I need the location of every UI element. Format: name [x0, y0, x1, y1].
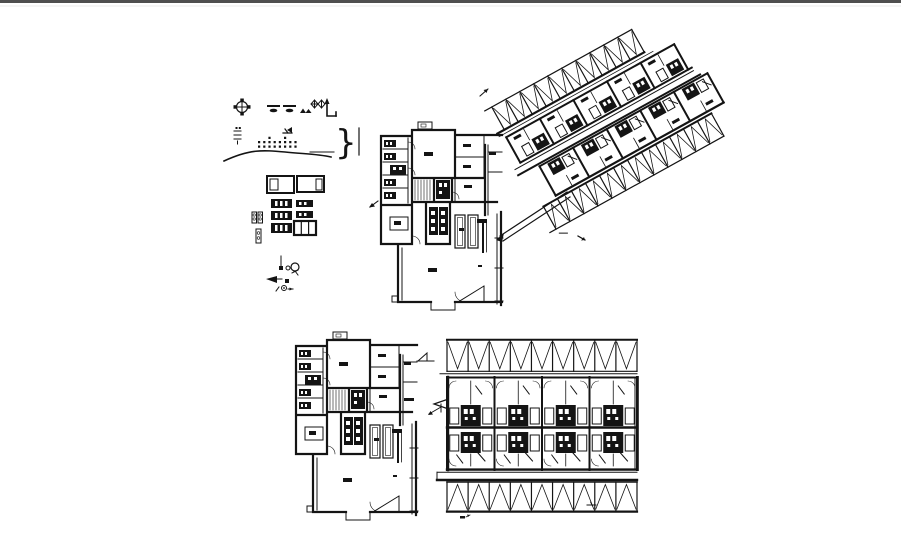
room-divider — [667, 120, 672, 130]
level-ladder-icon — [234, 127, 241, 144]
bath-fixture — [522, 143, 534, 156]
linework — [606, 436, 610, 441]
linework — [259, 214, 261, 216]
door-fan — [544, 459, 551, 466]
strip-divider — [711, 113, 724, 136]
room-divider — [600, 157, 605, 167]
module-wall — [707, 73, 723, 102]
balcony-hatch — [490, 485, 509, 510]
balcony-hatch — [554, 342, 573, 369]
linework — [470, 409, 474, 414]
door-fan — [449, 381, 456, 388]
linework — [520, 444, 523, 447]
room-divider — [658, 55, 664, 65]
door-fan — [628, 381, 635, 388]
strip-divider — [492, 107, 505, 130]
door-fan — [592, 459, 599, 466]
linework — [517, 409, 521, 414]
diamond-marker-icon — [311, 100, 325, 108]
axis-arrow-bracket-icon — [325, 98, 337, 116]
bed-dash — [547, 115, 555, 122]
linework — [296, 332, 418, 520]
window-block — [294, 221, 316, 235]
linework — [280, 213, 283, 218]
linework — [304, 213, 307, 216]
linework — [460, 516, 465, 519]
bath-fixture — [625, 408, 634, 424]
door-tick — [618, 386, 624, 394]
linework — [464, 436, 468, 441]
bath-fixture — [592, 408, 601, 424]
linework — [500, 192, 570, 241]
balcony-hatch — [596, 342, 615, 369]
door-fan — [497, 381, 504, 388]
door-panels — [252, 212, 263, 243]
balcony-hatch — [511, 342, 530, 369]
linework — [473, 417, 476, 420]
balcony-hatch — [490, 342, 509, 369]
linework — [290, 288, 294, 291]
bath-cluster — [556, 432, 576, 453]
anchor-square — [279, 266, 283, 270]
leader-dash — [404, 398, 414, 401]
linework — [280, 201, 283, 206]
door-tick — [573, 453, 580, 461]
survey-table-icon — [268, 106, 295, 112]
bath-fixture — [592, 435, 601, 451]
door-fan — [533, 381, 540, 388]
bath-fixture — [450, 408, 459, 424]
room-module — [544, 432, 587, 466]
leader-center-plan — [369, 201, 378, 208]
linework — [606, 409, 610, 414]
linework — [253, 214, 255, 216]
linework — [615, 417, 618, 420]
door-tick — [526, 453, 533, 461]
balcony-hatch — [511, 485, 530, 510]
linework — [512, 417, 515, 420]
linework — [511, 409, 515, 414]
door-tick — [504, 455, 510, 463]
room-divider — [701, 101, 706, 111]
linework — [270, 179, 278, 190]
linework — [270, 109, 278, 113]
bath-fixture — [578, 435, 587, 451]
balcony-hatch — [532, 485, 551, 510]
linework — [465, 444, 468, 447]
linework — [520, 417, 523, 420]
linework — [240, 99, 244, 103]
linework — [259, 218, 261, 220]
walkway-link — [496, 192, 570, 242]
compass-rose-icon — [234, 99, 251, 116]
bath-cluster — [603, 432, 623, 453]
linework — [465, 417, 468, 420]
door-tick — [621, 453, 628, 461]
cabinet-blocks — [271, 199, 316, 235]
arrow-block — [266, 276, 277, 283]
room-module — [497, 381, 541, 426]
door-fan — [592, 381, 599, 388]
linework — [473, 444, 476, 447]
linework — [247, 105, 251, 109]
room-divider — [591, 92, 597, 102]
door-tick — [523, 386, 529, 394]
linework — [285, 225, 288, 231]
seating-dot-grid — [258, 137, 297, 148]
equipment-cluster — [266, 256, 299, 291]
room-divider — [566, 175, 571, 185]
door-fan — [486, 381, 493, 388]
linework — [517, 436, 521, 441]
linework — [299, 213, 302, 216]
linework — [283, 287, 285, 289]
linework — [240, 112, 244, 116]
linework — [256, 229, 261, 243]
linework — [512, 444, 515, 447]
linework — [275, 201, 278, 206]
linework — [418, 353, 427, 361]
linework — [568, 444, 571, 447]
curly-brace-symbol — [310, 123, 359, 163]
bath-fixture — [530, 408, 539, 424]
bed-dash — [638, 136, 646, 143]
tail-mark — [578, 236, 585, 241]
balcony-hatch — [448, 485, 467, 510]
linework — [285, 213, 288, 218]
door-tick — [478, 453, 485, 461]
linework — [565, 436, 569, 441]
linework — [464, 409, 468, 414]
linework — [470, 436, 474, 441]
corridor-line — [518, 74, 700, 175]
tail-dash — [559, 230, 567, 237]
bath-fixture — [545, 408, 554, 424]
linework — [381, 122, 503, 310]
door-tick — [552, 455, 558, 463]
linework — [236, 127, 238, 129]
linework — [311, 100, 318, 108]
bed-dash — [705, 99, 713, 106]
door-tick — [476, 386, 482, 394]
bed-dash — [513, 134, 521, 141]
balcony-hatch — [596, 485, 615, 510]
room-divider — [634, 138, 639, 148]
bath-fixture — [578, 408, 587, 424]
balcony-hatch — [620, 32, 643, 58]
bed-dash — [580, 96, 588, 103]
balcony-hatch — [575, 342, 594, 369]
tree-triangle-icon — [300, 109, 312, 114]
room-module — [544, 381, 588, 426]
plan-lower-level — [296, 332, 418, 520]
wing-wall — [539, 73, 707, 166]
bath-cluster — [603, 405, 623, 426]
bed-dash — [604, 155, 612, 162]
bed-dash — [571, 174, 579, 181]
bath-cluster — [508, 432, 528, 453]
door-tick — [571, 386, 577, 394]
linework — [304, 202, 307, 205]
bath-fixture — [497, 408, 506, 424]
bath-cluster — [461, 432, 481, 453]
balcony-hatch — [469, 485, 488, 510]
bath-fixture — [450, 435, 459, 451]
linework — [258, 137, 297, 148]
linework — [565, 409, 569, 414]
room-module — [592, 381, 636, 426]
bath-fixture — [555, 124, 567, 137]
linework — [612, 409, 616, 414]
bath-cluster — [461, 405, 481, 426]
linework — [607, 417, 610, 420]
bath-fixture — [530, 435, 539, 451]
linework — [607, 444, 610, 447]
bath-cluster — [508, 405, 528, 426]
linework — [239, 127, 241, 129]
small-circle — [286, 266, 290, 270]
linework — [306, 109, 312, 113]
linework — [275, 225, 278, 231]
linework — [257, 232, 260, 235]
linework — [612, 436, 616, 441]
bed-dash — [614, 78, 622, 85]
linework — [615, 444, 618, 447]
bed-dash — [648, 59, 656, 66]
door-fan — [449, 459, 456, 466]
linework — [257, 237, 260, 240]
linework — [325, 98, 330, 104]
door-tick — [599, 455, 605, 463]
linework — [286, 109, 294, 113]
balcony-hatch — [545, 201, 568, 227]
bath-fixture — [497, 435, 506, 451]
linework — [275, 213, 278, 218]
balcony-hatch — [448, 342, 467, 369]
rotated-wing — [483, 8, 742, 241]
bath-fixture — [589, 105, 601, 118]
room-module — [497, 432, 540, 466]
linework — [559, 409, 563, 414]
linework — [560, 417, 563, 420]
linework — [316, 179, 322, 190]
balcony-hatch — [469, 342, 488, 369]
top-border-dark — [0, 0, 901, 3]
linework — [280, 225, 283, 231]
bath-fixture — [483, 435, 492, 451]
balcony-hatch — [554, 485, 573, 510]
room-divider — [625, 73, 631, 83]
linework — [560, 444, 563, 447]
room-divider — [557, 111, 563, 121]
room-module — [592, 432, 635, 466]
linework — [300, 109, 306, 114]
door-tick — [457, 455, 463, 463]
curly-brace-glyph: } — [335, 123, 357, 163]
linework — [253, 218, 255, 220]
balcony-hatch — [532, 342, 551, 369]
linework — [299, 202, 302, 205]
linework — [559, 436, 563, 441]
bath-fixture — [625, 435, 634, 451]
linework — [511, 436, 515, 441]
linework — [301, 221, 308, 235]
door-fan — [544, 381, 551, 388]
bath-fixture — [622, 87, 634, 100]
top-border-light — [0, 6, 901, 7]
bed-dash — [672, 118, 680, 125]
linework — [234, 131, 241, 144]
bath-fixture — [545, 435, 554, 451]
plan-upper-junction — [381, 122, 503, 310]
linework — [285, 201, 288, 206]
balcony-hatch — [617, 485, 636, 510]
furniture-legend — [252, 176, 324, 243]
bath-fixture — [656, 68, 668, 81]
door-fan — [497, 459, 504, 466]
bath-cluster — [556, 405, 576, 426]
linework — [568, 417, 571, 420]
room-module — [449, 381, 493, 426]
balcony-hatch — [617, 342, 636, 369]
legend — [224, 98, 359, 291]
linework — [285, 279, 289, 283]
door-fan — [581, 381, 588, 388]
flag-arrow-icon — [283, 127, 292, 133]
module-wall — [506, 137, 520, 162]
bath-fixture — [483, 408, 492, 424]
tiny-arrow-mark — [460, 515, 470, 519]
north-tick — [480, 89, 488, 96]
linework — [234, 105, 238, 109]
right-wing — [434, 340, 638, 512]
linework — [318, 100, 325, 108]
room-divider — [524, 129, 530, 139]
room-module — [449, 432, 492, 466]
